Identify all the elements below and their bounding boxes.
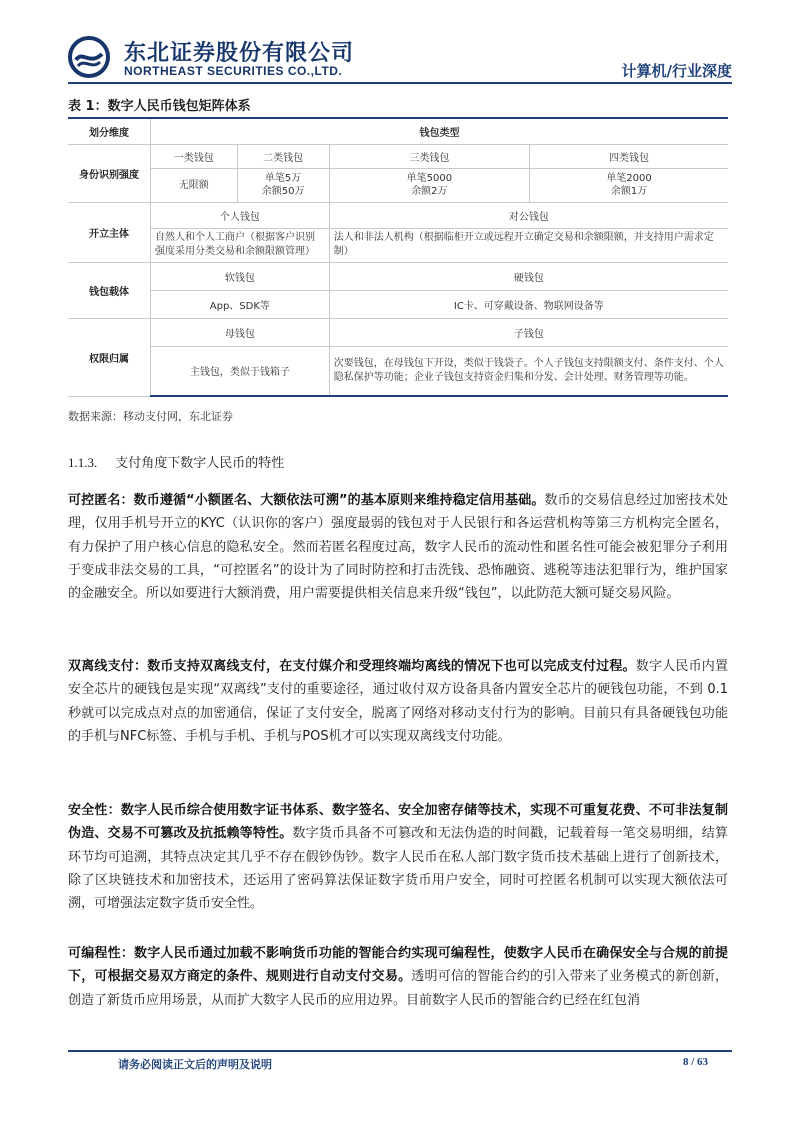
footer-notice: 请务必阅读正文后的声明及说明 bbox=[118, 1058, 272, 1071]
page-header bbox=[68, 28, 732, 80]
corporate-wallet-cell: 对公钱包 bbox=[329, 202, 728, 228]
section-title: 支付角度下数字人民币的特性 bbox=[115, 456, 285, 471]
company-name-cn: 东北证券股份有限公司 bbox=[124, 41, 355, 66]
corporate-wallet-desc: 法人和非法人机构（根据临柜开立或远程开立确定交易和余额限额，并支持用户需求定制） bbox=[329, 228, 728, 262]
paragraph-controllable-anonymity bbox=[68, 489, 728, 605]
soft-wallet-desc: App、SDK等 bbox=[151, 290, 330, 318]
hard-wallet-cell: 硬钱包 bbox=[329, 262, 728, 290]
identity-limit-4: 单笔2000 余额1万 bbox=[530, 168, 728, 202]
row-label-identity: 身份识别强度 bbox=[68, 144, 151, 202]
paragraph-lead: 可控匿名：数币遵循“小额匿名、大额依法可溯”的基本原则来维持稳定信用基础。 bbox=[68, 493, 545, 508]
hard-wallet-desc: IC卡、可穿戴设备、物联网设备等 bbox=[329, 290, 728, 318]
section-number: 1.1.3. bbox=[68, 455, 98, 470]
header-divider bbox=[68, 82, 732, 84]
identity-cat-4: 四类钱包 bbox=[530, 144, 728, 168]
personal-wallet-desc: 自然人和个人工商户（根据客户识别强度采用分类交易和余额限额管理） bbox=[151, 228, 330, 262]
paragraph-dual-offline bbox=[68, 655, 728, 748]
paragraph-lead: 可编程性：数字人民币通过加载不影响货币功能的智能合约实现可编程性，使数字人民币在确保安全与合规的前提下，可根据交易双方商定的条件、规则进行自动支付交易。 bbox=[68, 946, 728, 985]
row-label-opener: 开立主体 bbox=[68, 202, 151, 262]
child-wallet-cell: 子钱包 bbox=[329, 318, 728, 346]
col-wallet-type-header: 钱包类型 bbox=[151, 118, 729, 144]
parent-wallet-desc: 主钱包，类似于钱箱子 bbox=[151, 346, 330, 396]
identity-limit-1: 无限额 bbox=[151, 168, 238, 202]
report-category: 计算机/行业深度 bbox=[621, 62, 732, 80]
identity-cat-2: 二类钱包 bbox=[237, 144, 329, 168]
paragraph-body: 透明可信的智能合约的引入带来了业务模式的新创新，创造了新货币应用场景，从而扩大数字人民币的应用边界。目前数字人民币的智能合约已经在红包消 bbox=[68, 969, 728, 1008]
paragraph-body: 数字货币具备不可篡改和无法伪造的时间戳，记载着每一笔交易明细，结算环节均可追溯，其特点决定其几乎不存在假钞伪钞。数字人民币在私人部门数字货币技术基础上进行了创新技术，除了区块链技术和加密技术，还运用了密码算法保证数字货币用户安全，同时可控匿名机制可以实现大额依法可溯，可增强法定数字货币安全性。 bbox=[68, 826, 728, 912]
paragraph-lead: 双离线支付：数币支持双离线支付，在支付媒介和受理终端均离线的情况下也可以完成支付过程。 bbox=[68, 659, 636, 674]
col-dimension-header: 划分维度 bbox=[68, 118, 151, 144]
soft-wallet-cell: 软钱包 bbox=[151, 262, 330, 290]
personal-wallet-cell: 个人钱包 bbox=[151, 202, 330, 228]
row-label-authority: 权限归属 bbox=[68, 318, 151, 396]
identity-limit-2: 单笔5万 余额50万 bbox=[237, 168, 329, 202]
parent-wallet-cell: 母钱包 bbox=[151, 318, 330, 346]
paragraph-body: 数币的交易信息经过加密技术处理，仅用手机号开立的KYC（认识你的客户）强度最弱的钱包对于人民银行和各运营机构等第三方机构完全匿名，有力保护了用户核心信息的隐私安全。然而若匿名程度过高，数字人民币的流动性和匿名性可能会被犯罪分子利用于变成非法交易的工具，“可控匿名”的设计为了同时防控和打击洗钱、恐怖融资、逃税等违法犯罪行为，维护国家的金融安全。所以如要进行大额消费，用户需要提供相关信息来升级“钱包”，以此防范大额可疑交易风险。 bbox=[68, 493, 728, 602]
paragraph-programmability bbox=[68, 942, 728, 1012]
company-name-en: NORTHEAST SECURITIES CO.,LTD. bbox=[124, 64, 343, 78]
paragraph-body: 数字人民币内置安全芯片的硬钱包是实现“双离线”支付的重要途径，通过收付双方设备具备内置安全芯片的硬钱包功能，不到 0.1 秒就可以完成点对点的加密通信，保证了支付安全，脱离了网络对移动支付行为的影响。目前只有具备硬钱包功能的手机与NFC标签、手机与手机、手机与POS机才可以实现双离线支付功能。 bbox=[68, 659, 728, 744]
paragraph-lead: 安全性：数字人民币综合使用数字证书体系、数字签名、安全加密存储等技术，实现不可重复花费、不可非法复制伪造、交易不可篡改及抗抵赖等特性。 bbox=[68, 803, 728, 842]
table-source: 数据来源：移动支付网，东北证券 bbox=[68, 410, 233, 423]
wallet-matrix-table bbox=[68, 117, 728, 397]
identity-cat-1: 一类钱包 bbox=[151, 144, 238, 168]
page-number: 8 / 63 bbox=[682, 1056, 708, 1068]
section-heading bbox=[68, 452, 284, 471]
row-label-carrier: 钱包载体 bbox=[68, 262, 151, 318]
paragraph-security bbox=[68, 799, 728, 915]
footer-divider bbox=[68, 1050, 732, 1052]
table-title: 表 1：数字人民币钱包矩阵体系 bbox=[68, 99, 251, 114]
identity-cat-3: 三类钱包 bbox=[329, 144, 529, 168]
identity-limit-3: 单笔5000 余额2万 bbox=[329, 168, 529, 202]
company-logo-icon bbox=[68, 36, 110, 78]
child-wallet-desc: 次要钱包，在母钱包下开设，类似于钱袋子。个人子钱包支持限额支付、条件支付、个人隐私保护等功能；企业子钱包支持资金归集和分发、会计处理、财务管理等功能。 bbox=[329, 346, 728, 396]
